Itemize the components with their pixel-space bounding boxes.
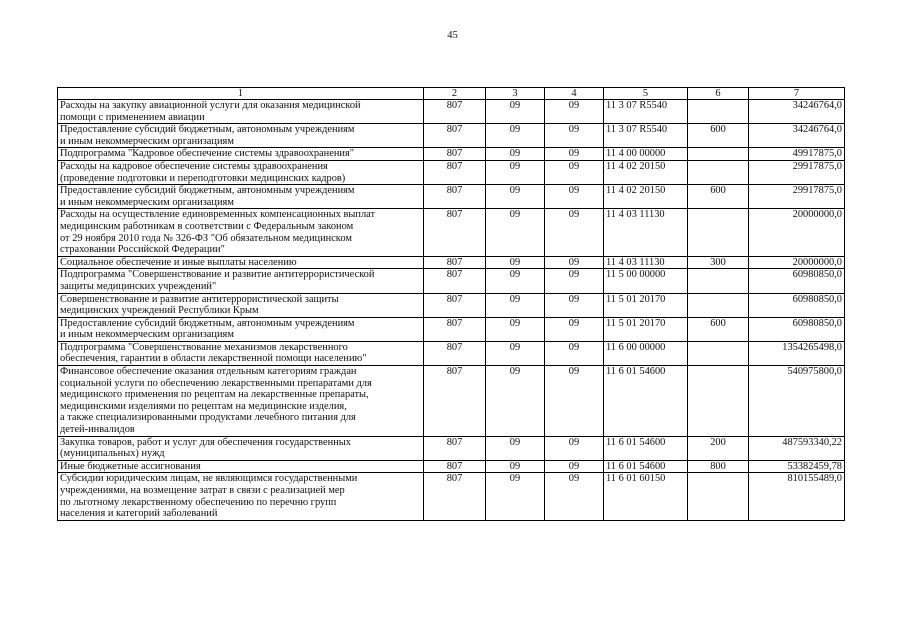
section-code-cell: 09 <box>486 473 545 520</box>
amount-cell: 487593340,22 <box>749 436 845 460</box>
expense-type-cell <box>688 148 749 161</box>
amount-cell: 49917875,0 <box>749 148 845 161</box>
ministry-code-cell: 807 <box>424 185 486 209</box>
target-article-cell: 11 6 01 54600 <box>604 366 688 437</box>
target-article-cell: 11 3 07 R5540 <box>604 124 688 148</box>
table-row <box>58 473 845 520</box>
row-name-cell: Предоставление субсидий бюджетным, автономным учреждениям и иным некоммерческим организациям <box>58 124 424 148</box>
table-row <box>58 148 845 161</box>
section-code-cell: 09 <box>486 460 545 473</box>
expense-type-cell: 600 <box>688 124 749 148</box>
section-code-cell: 09 <box>486 185 545 209</box>
subsection-code-cell: 09 <box>545 366 604 437</box>
section-code-cell: 09 <box>486 293 545 317</box>
amount-cell: 1354265498,0 <box>749 341 845 365</box>
table-row <box>58 209 845 256</box>
ministry-code-cell: 807 <box>424 293 486 317</box>
table-row <box>58 293 845 317</box>
expense-type-cell <box>688 341 749 365</box>
amount-cell: 34246764,0 <box>749 124 845 148</box>
section-code-cell: 09 <box>486 100 545 124</box>
amount-cell: 53382459,78 <box>749 460 845 473</box>
ministry-code-cell: 807 <box>424 436 486 460</box>
ministry-code-cell: 807 <box>424 148 486 161</box>
expense-type-cell <box>688 100 749 124</box>
section-code-cell: 09 <box>486 436 545 460</box>
expense-type-cell <box>688 160 749 184</box>
section-code-cell: 09 <box>486 209 545 256</box>
ministry-code-cell: 807 <box>424 269 486 293</box>
table-row <box>58 124 845 148</box>
amount-cell: 540975800,0 <box>749 366 845 437</box>
section-code-cell: 09 <box>486 256 545 269</box>
row-name-cell: Расходы на осуществление единовременных компенсационных выплат медицинским работникам в соответствии с Федеральным законом от 29 ноября 2010 года № 326-ФЗ "Об обязательном медицинском страховании Российской Федерации" <box>58 209 424 256</box>
table-row <box>58 100 845 124</box>
row-name-cell: Предоставление субсидий бюджетным, автономным учреждениям и иным некоммерческим организациям <box>58 317 424 341</box>
expense-type-cell <box>688 293 749 317</box>
amount-cell: 34246764,0 <box>749 100 845 124</box>
amount-cell: 810155489,0 <box>749 473 845 520</box>
ministry-code-cell: 807 <box>424 209 486 256</box>
table-body <box>58 100 845 521</box>
section-code-cell: 09 <box>486 124 545 148</box>
row-name-cell: Подпрограмма "Совершенствование механизмов лекарственного обеспечения, гарантии в области лекарственной помощи населению" <box>58 341 424 365</box>
subsection-code-cell: 09 <box>545 148 604 161</box>
subsection-code-cell: 09 <box>545 256 604 269</box>
row-name-cell: Подпрограмма "Кадровое обеспечение системы здравоохранения" <box>58 148 424 161</box>
row-name-cell: Иные бюджетные ассигнования <box>58 460 424 473</box>
expense-type-cell: 600 <box>688 185 749 209</box>
column-header: 1 <box>58 88 424 100</box>
subsection-code-cell: 09 <box>545 100 604 124</box>
expense-type-cell: 300 <box>688 256 749 269</box>
target-article-cell: 11 5 01 20170 <box>604 317 688 341</box>
target-article-cell: 11 4 03 11130 <box>604 256 688 269</box>
row-name-cell: Совершенствование и развитие антитеррористической защиты медицинских учреждений Республики Крым <box>58 293 424 317</box>
column-header: 2 <box>424 88 486 100</box>
subsection-code-cell: 09 <box>545 473 604 520</box>
section-code-cell: 09 <box>486 366 545 437</box>
ministry-code-cell: 807 <box>424 256 486 269</box>
ministry-code-cell: 807 <box>424 460 486 473</box>
table-row <box>58 160 845 184</box>
table-row <box>58 341 845 365</box>
table-row <box>58 436 845 460</box>
table-row <box>58 460 845 473</box>
table-row <box>58 256 845 269</box>
amount-cell: 60980850,0 <box>749 293 845 317</box>
column-header: 4 <box>545 88 604 100</box>
amount-cell: 60980850,0 <box>749 317 845 341</box>
target-article-cell: 11 5 01 20170 <box>604 293 688 317</box>
subsection-code-cell: 09 <box>545 185 604 209</box>
row-name-cell: Закупка товаров, работ и услуг для обеспечения государственных (муниципальных) нужд <box>58 436 424 460</box>
table-row <box>58 269 845 293</box>
amount-cell: 20000000,0 <box>749 209 845 256</box>
section-code-cell: 09 <box>486 317 545 341</box>
subsection-code-cell: 09 <box>545 269 604 293</box>
subsection-code-cell: 09 <box>545 341 604 365</box>
row-name-cell: Субсидии юридическим лицам, не являющимся государственными учреждениями, на возмещение затрат в связи с реализацией мер по льготному лекарственному обеспечению по перечню групп населения и категорий заболеваний <box>58 473 424 520</box>
subsection-code-cell: 09 <box>545 460 604 473</box>
table-row <box>58 366 845 437</box>
ministry-code-cell: 807 <box>424 317 486 341</box>
target-article-cell: 11 5 00 00000 <box>604 269 688 293</box>
table-row <box>58 317 845 341</box>
target-article-cell: 11 3 07 R5540 <box>604 100 688 124</box>
row-name-cell: Финансовое обеспечение оказания отдельным категориям граждан социальной услуги по обеспечению лекарственными препаратами для медицинского применения по рецептам на лекарственные препараты, медицинскими изделиями по рецептам на медицинские изделия, а также специализированными продуктами лечебного питания для детей-инвалидов <box>58 366 424 437</box>
header-row <box>58 88 845 100</box>
row-name-cell: Подпрограмма "Совершенствование и развитие антитеррористической защиты медицинских учреждений" <box>58 269 424 293</box>
target-article-cell: 11 6 01 60150 <box>604 473 688 520</box>
row-name-cell: Предоставление субсидий бюджетным, автономным учреждениям и иным некоммерческим организациям <box>58 185 424 209</box>
subsection-code-cell: 09 <box>545 436 604 460</box>
target-article-cell: 11 6 01 54600 <box>604 436 688 460</box>
section-code-cell: 09 <box>486 148 545 161</box>
amount-cell: 29917875,0 <box>749 185 845 209</box>
expense-type-cell: 200 <box>688 436 749 460</box>
target-article-cell: 11 4 03 11130 <box>604 209 688 256</box>
section-code-cell: 09 <box>486 341 545 365</box>
target-article-cell: 11 6 01 54600 <box>604 460 688 473</box>
expense-type-cell <box>688 269 749 293</box>
ministry-code-cell: 807 <box>424 100 486 124</box>
section-code-cell: 09 <box>486 160 545 184</box>
ministry-code-cell: 807 <box>424 124 486 148</box>
target-article-cell: 11 4 02 20150 <box>604 185 688 209</box>
expense-type-cell: 600 <box>688 317 749 341</box>
expense-type-cell: 800 <box>688 460 749 473</box>
table-row <box>58 185 845 209</box>
target-article-cell: 11 6 00 00000 <box>604 341 688 365</box>
row-name-cell: Социальное обеспечение и иные выплаты населению <box>58 256 424 269</box>
expense-type-cell <box>688 209 749 256</box>
section-code-cell: 09 <box>486 269 545 293</box>
amount-cell: 20000000,0 <box>749 256 845 269</box>
column-header: 7 <box>749 88 845 100</box>
target-article-cell: 11 4 00 00000 <box>604 148 688 161</box>
subsection-code-cell: 09 <box>545 124 604 148</box>
amount-cell: 60980850,0 <box>749 269 845 293</box>
expense-type-cell <box>688 366 749 437</box>
ministry-code-cell: 807 <box>424 473 486 520</box>
ministry-code-cell: 807 <box>424 366 486 437</box>
row-name-cell: Расходы на кадровое обеспечение системы здравоохранения (проведение подготовки и переподготовки медицинских кадров) <box>58 160 424 184</box>
ministry-code-cell: 807 <box>424 160 486 184</box>
target-article-cell: 11 4 02 20150 <box>604 160 688 184</box>
column-header: 3 <box>486 88 545 100</box>
subsection-code-cell: 09 <box>545 160 604 184</box>
subsection-code-cell: 09 <box>545 317 604 341</box>
amount-cell: 29917875,0 <box>749 160 845 184</box>
expense-type-cell <box>688 473 749 520</box>
row-name-cell: Расходы на закупку авиационной услуги для оказания медицинской помощи с применением авиации <box>58 100 424 124</box>
page-number: 45 <box>447 30 458 41</box>
subsection-code-cell: 09 <box>545 293 604 317</box>
ministry-code-cell: 807 <box>424 341 486 365</box>
column-header: 5 <box>604 88 688 100</box>
column-header: 6 <box>688 88 749 100</box>
budget-table <box>57 87 845 521</box>
subsection-code-cell: 09 <box>545 209 604 256</box>
